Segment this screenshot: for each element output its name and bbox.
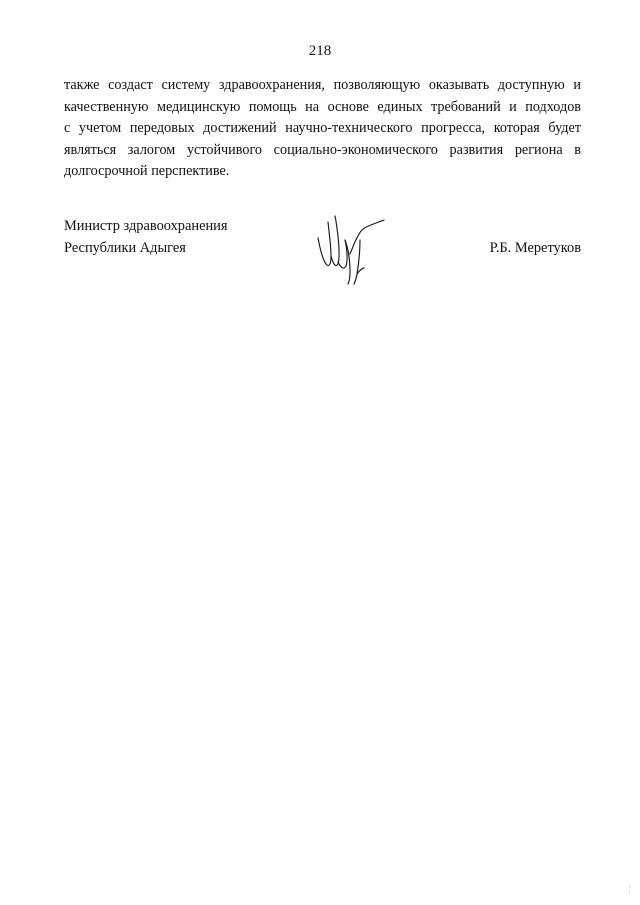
signer-position-line: Республики Адыгея <box>64 239 186 256</box>
handwritten-signature <box>314 210 390 288</box>
paragraph-line: долгосрочной перспективе. <box>64 163 230 180</box>
paragraph-line: качественную медицинскую помощь на основе единых требований и подходов <box>64 98 581 115</box>
paragraph-line: являться залогом устойчивого социально-экономического развития региона в <box>64 141 581 158</box>
scan-corner-mark: ¦ <box>628 884 630 893</box>
paragraph-line: также создаст систему здравоохранения, позволяющую оказывать доступную и <box>64 77 581 93</box>
signer-position-line: Министр здравоохранения <box>64 218 228 234</box>
signer-name: Р.Б. Меретуков <box>489 239 581 256</box>
signer-position <box>64 216 228 259</box>
page-number: 218 <box>308 43 332 59</box>
paragraph-line: с учетом передовых достижений научно-технического прогресса, которая будет <box>64 120 581 137</box>
body-paragraph <box>64 75 581 183</box>
signature-block <box>64 216 581 296</box>
